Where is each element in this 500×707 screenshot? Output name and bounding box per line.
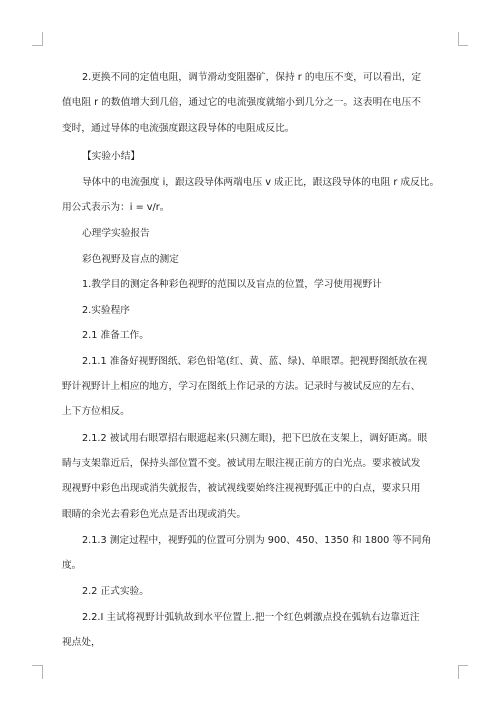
text-line: 视点处， xyxy=(62,637,101,648)
text-line: 用公式表示为：i = v/r。 xyxy=(62,202,170,213)
para-2-1: 2.1 准备工作。 xyxy=(82,330,149,341)
section-heading-summary: 【实验小结】 xyxy=(82,151,141,162)
crop-mark-bottom-left-vertical xyxy=(42,665,43,679)
text-line: 野计视野计上相应的地方，学习在图纸上作记录的方法。记录时与被试反应的左右、 xyxy=(62,381,421,392)
text-line: 眼睛的余光去看彩色光点是否出现或消失。 xyxy=(62,509,247,520)
text-line: 睛与支架靠近后，保持头部位置不变。被试用左眼注视正前方的白光点。要求被试发 xyxy=(62,458,421,469)
para-purpose: 1.教学目的测定各种彩色视野的范围以及盲点的位置，学习使用视野计 xyxy=(82,279,382,290)
text-line: 2.1.2 被试用右眼罩招右眼遮起来(只测左眼)，把下巴放在支架上，调好距离。眼 xyxy=(82,433,428,444)
text-line: 2.更换不同的定值电阻，调节滑动变阻器矿，保持 r 的电压不变，可以看出，定 xyxy=(82,72,422,83)
para-2-2: 2.2 正式实验。 xyxy=(82,586,149,597)
crop-mark-top-left-vertical xyxy=(42,32,43,46)
report-subtitle: 彩色视野及盲点的测定 xyxy=(82,254,179,265)
crop-mark-top-left-horizontal xyxy=(32,45,42,46)
para-procedure-heading: 2.实验程序 xyxy=(82,305,130,316)
text-line: 导体中的电流强度 i，跟这段导体两端电压 v 成正比，跟这段导体的电阻 r 成反比。 xyxy=(82,177,440,188)
text-line: 度。 xyxy=(62,560,82,571)
text-line: 变时，通过导体的电流强度跟这段导体的电阻成反比。 xyxy=(62,123,295,134)
text-line: 2.1.1 准备好视野图纸、彩色铅笔(红、黄、蓝、绿)、单眼罩。把视野图纸放在视 xyxy=(82,356,428,367)
text-line: 值电阻 r 的数值增大到几倍，通过它的电流强度就缩小到几分之一。这表明在电压不 xyxy=(62,97,421,108)
text-line: 2.1.3 测定过程中，视野弧的位置可分别为 900、450、1350 和 1800 等不同角 xyxy=(82,535,432,546)
report-title: 心理学实验报告 xyxy=(82,228,150,239)
crop-mark-top-right-vertical xyxy=(458,32,459,46)
text-line: 2.2.I 主试将视野计弧轨故到水平位置上.把一个红色刺激点投在弧轨右边靠近注 xyxy=(82,612,420,623)
text-line: 现视野中彩色出现或消失就报告，被试视线要始终注视视野弧正中的白点，要求只用 xyxy=(62,483,421,494)
crop-mark-bottom-right-vertical xyxy=(458,665,459,679)
crop-mark-top-right-horizontal xyxy=(458,45,468,46)
crop-mark-bottom-left-horizontal xyxy=(32,665,42,666)
crop-mark-bottom-right-horizontal xyxy=(458,665,468,666)
text-line: 上下方位相反。 xyxy=(62,406,130,417)
